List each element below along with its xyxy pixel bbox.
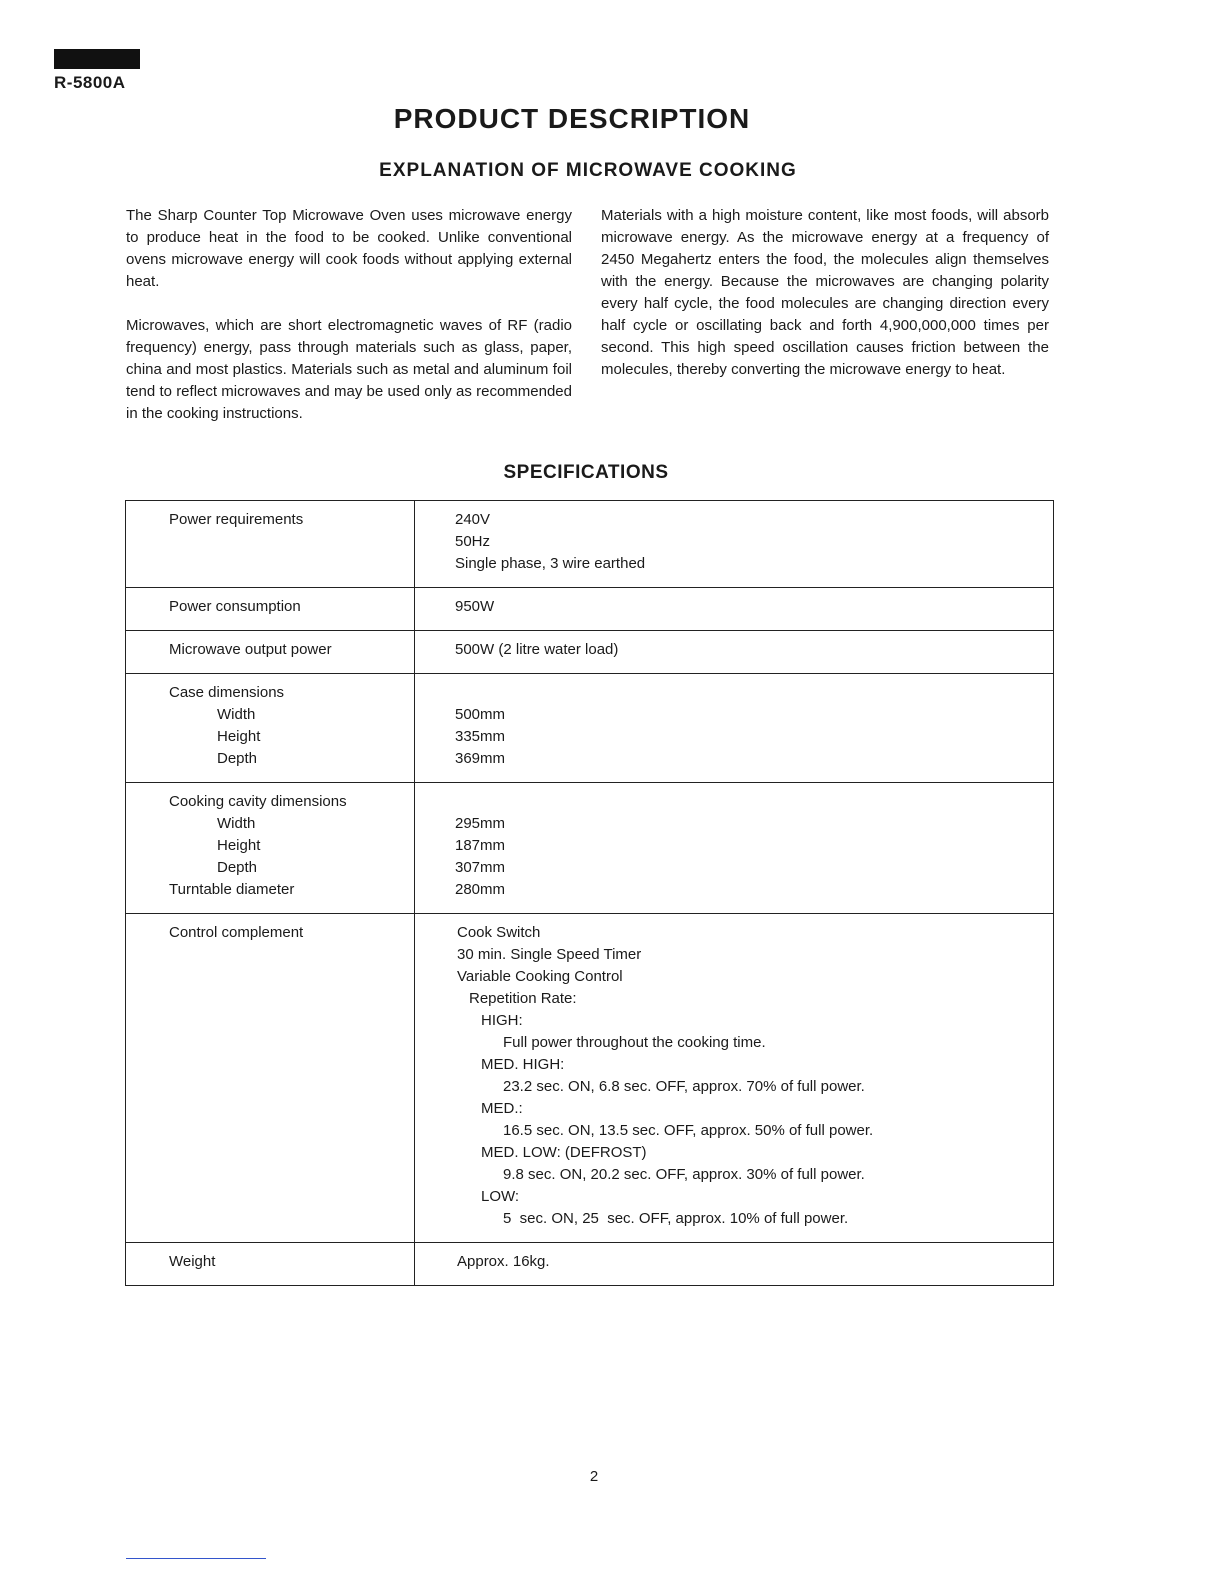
intro-paragraph-2: Microwaves, which are short electromagnetic waves of RF (radio frequency) energy, pass through materials such as glass, paper, china and most plastics. Materials such as metal and aluminum foil tend to reflect microwaves and may be used only as recommended in the cooking instructions. [126, 317, 572, 422]
case-height-value: 335mm [455, 728, 506, 745]
spec-row-microwave-output [126, 631, 1054, 674]
spec-label [126, 674, 415, 783]
spec-value [415, 783, 1054, 914]
power-level-low: LOW: [481, 1188, 520, 1205]
page-number: 2 [589, 1468, 599, 1485]
spec-value [415, 914, 1054, 1243]
intro-paragraph-1: The Sharp Counter Top Microwave Oven uses microwave energy to produce heat in the food to be cooked. Unlike conventional ovens microwave energy will cook foods without applying external heat. [126, 207, 572, 290]
power-level-medlow-desc: 9.8 sec. ON, 20.2 sec. OFF, approx. 30% of full power. [503, 1166, 865, 1183]
intro-left-column [126, 205, 572, 425]
timer: 30 min. Single Speed Timer [457, 946, 642, 963]
cavity-width-value: 295mm [455, 815, 506, 832]
case-dimensions-label: Case dimensions [169, 684, 285, 701]
cook-switch: Cook Switch [457, 924, 541, 941]
power-level-medlow: MED. LOW: (DEFROST) [481, 1144, 647, 1161]
power-level-medhigh: MED. HIGH: [481, 1056, 565, 1073]
spec-value: 500W (2 litre water load) [415, 631, 1054, 674]
turntable-value: 280mm [455, 881, 506, 898]
intro-paragraph-3: Materials with a high moisture content, like most foods, will absorb microwave energy. As the microwave energy at a frequency of 2450 Megahertz enters the food, the molecules align themselves with the energy. Because the microwaves are changing polarity every half cycle, the food molecules are changing direction every half cycle or oscillating back and forth 4,900,000,000 times per second. This high speed oscillation causes friction between the molecules, thereby converting the microwave energy to heat. [601, 207, 1049, 378]
spec-row-power-requirements [126, 501, 1054, 588]
depth-label: Depth [217, 750, 258, 767]
page-title: PRODUCT DESCRIPTION [393, 103, 751, 134]
spec-label: Microwave output power [126, 631, 415, 674]
spec-label: Weight [126, 1243, 415, 1286]
specifications-table [125, 500, 1054, 1286]
power-level-med: MED.: [481, 1100, 523, 1117]
spec-label: Control complement [126, 914, 415, 1243]
spec-value: 950W [415, 588, 1054, 631]
cavity-height-value: 187mm [455, 837, 506, 854]
section-subtitle: EXPLANATION OF MICROWAVE COOKING [379, 160, 797, 181]
spec-row-weight [126, 1243, 1054, 1286]
spec-value: Approx. 16kg. [415, 1243, 1054, 1286]
spec-label: Power requirements [126, 501, 415, 588]
spec-row-power-consumption [126, 588, 1054, 631]
height-label: Height [217, 728, 261, 745]
spec-row-case-dimensions [126, 674, 1054, 783]
case-depth-value: 369mm [455, 750, 506, 767]
spec-label: Power consumption [126, 588, 415, 631]
variable-cooking-control: Variable Cooking Control [457, 968, 623, 985]
depth-label: Depth [217, 859, 258, 876]
frequency-value: 50Hz [455, 533, 491, 550]
power-level-low-desc: 5 sec. ON, 25 sec. OFF, approx. 10% of full power. [503, 1210, 849, 1227]
case-width-value: 500mm [455, 706, 506, 723]
specifications-title: SPECIFICATIONS [503, 462, 669, 483]
spec-label [126, 783, 415, 914]
turntable-label: Turntable diameter [169, 881, 295, 898]
repetition-rate-label: Repetition Rate: [469, 990, 577, 1007]
phase-value: Single phase, 3 wire earthed [455, 555, 646, 572]
power-level-high-desc: Full power throughout the cooking time. [503, 1034, 766, 1051]
width-label: Width [217, 815, 256, 832]
intro-right-column [601, 205, 1049, 381]
power-level-high: HIGH: [481, 1012, 523, 1029]
spec-row-control-complement [126, 914, 1054, 1243]
spec-value [415, 674, 1054, 783]
power-level-med-desc: 16.5 sec. ON, 13.5 sec. OFF, approx. 50% of full power. [503, 1122, 874, 1139]
cavity-depth-value: 307mm [455, 859, 506, 876]
width-label: Width [217, 706, 256, 723]
footer-divider [126, 1558, 266, 1559]
model-number: R-5800A [54, 73, 126, 92]
cavity-dimensions-label: Cooking cavity dimensions [169, 793, 347, 810]
voltage-value: 240V [455, 511, 491, 528]
header-black-bar [54, 49, 140, 69]
spec-value [415, 501, 1054, 588]
spec-row-cavity-dimensions [126, 783, 1054, 914]
power-level-medhigh-desc: 23.2 sec. ON, 6.8 sec. OFF, approx. 70% of full power. [503, 1078, 865, 1095]
height-label: Height [217, 837, 261, 854]
